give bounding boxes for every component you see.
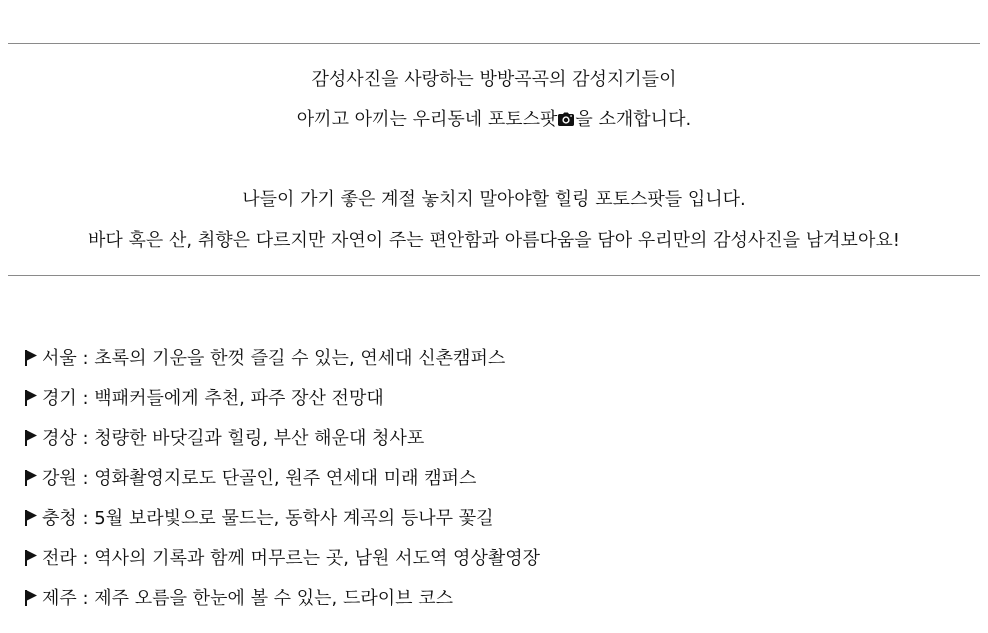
flag-icon	[24, 549, 38, 567]
intro-line-2	[0, 108, 988, 132]
intro-line-3: 나들이 가기 좋은 계절 놓치지 말아야할 힐링 포토스팟들 입니다.	[242, 189, 746, 210]
intro-line-4: 바다 혹은 산, 취향은 다르지만 자연이 주는 편안함과 아름다움을 담아 우리만의 감성사진을 남겨보아요!	[88, 230, 900, 251]
camera-icon	[558, 112, 574, 126]
flag-icon	[24, 349, 38, 367]
spot-separator: :	[76, 428, 95, 449]
list-item	[24, 347, 540, 387]
list-item	[24, 427, 540, 467]
spot-region: 충청	[42, 508, 77, 529]
spot-text: 초록의 기운을 한껏 즐길 수 있는, 연세대 신촌캠퍼스	[94, 348, 506, 369]
spot-separator: :	[76, 468, 95, 489]
flag-icon	[24, 469, 38, 487]
intro-line-2-after: 을 소개합니다.	[575, 109, 692, 130]
flag-icon	[24, 509, 38, 527]
spot-separator: :	[76, 548, 95, 569]
spot-text: 제주 오름을 한눈에 볼 수 있는, 드라이브 코스	[94, 588, 454, 609]
spot-region: 경기	[42, 388, 77, 409]
spot-text: 백패커들에게 추천, 파주 장산 전망대	[94, 388, 384, 409]
spot-region: 제주	[42, 588, 77, 609]
flag-icon	[24, 429, 38, 447]
flag-icon	[24, 389, 38, 407]
top-divider	[8, 43, 980, 44]
spot-region: 강원	[42, 468, 77, 489]
spot-text: 영화촬영지로도 단골인, 원주 연세대 미래 캠퍼스	[94, 468, 477, 489]
spot-region: 전라	[42, 548, 77, 569]
list-item	[24, 587, 540, 627]
flag-icon	[24, 589, 38, 607]
spot-separator: :	[76, 388, 95, 409]
spot-separator: :	[76, 588, 95, 609]
list-item	[24, 547, 540, 587]
list-item	[24, 387, 540, 427]
spot-separator: :	[76, 508, 95, 529]
intro-line-2-before: 아끼고 아끼는 우리동네 포토스팟	[296, 109, 558, 130]
list-item	[24, 507, 540, 547]
spot-region: 서울	[42, 348, 77, 369]
spot-text: 청량한 바닷길과 힐링, 부산 해운대 청사포	[94, 428, 425, 449]
list-item	[24, 467, 540, 507]
spot-separator: :	[76, 348, 95, 369]
spot-text: 역사의 기록과 함께 머무르는 곳, 남원 서도역 영상촬영장	[94, 548, 540, 569]
photo-spot-list	[24, 347, 540, 627]
spot-text: 5월 보라빛으로 물드는, 동학사 계곡의 등나무 꽃길	[94, 508, 494, 529]
bottom-divider	[8, 275, 980, 276]
intro-line-1: 감성사진을 사랑하는 방방곡곡의 감성지기들이	[311, 69, 677, 90]
spot-region: 경상	[42, 428, 77, 449]
